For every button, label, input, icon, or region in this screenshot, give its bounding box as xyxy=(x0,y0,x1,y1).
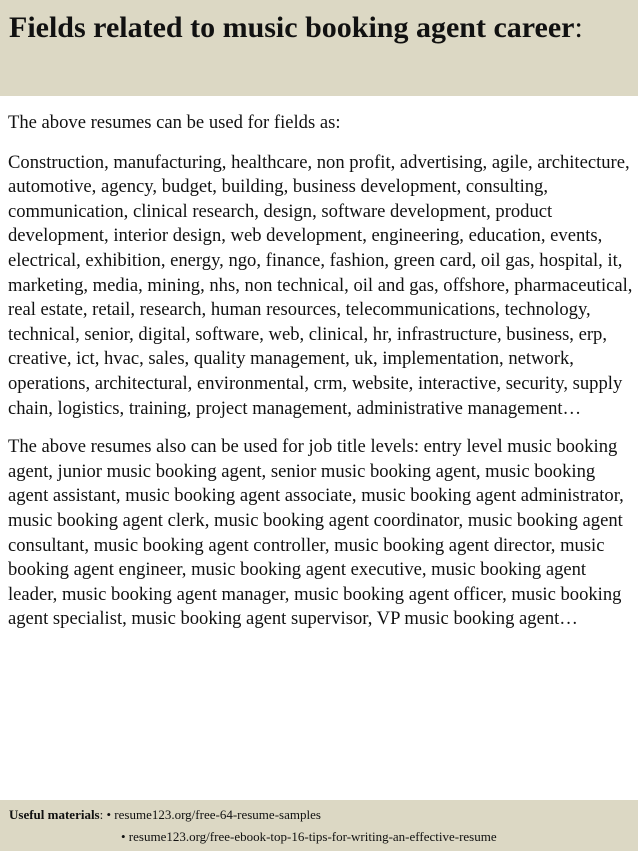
page-title xyxy=(9,9,629,47)
resource-link-samples[interactable]: • resume123.org/free-64-resume-samples xyxy=(106,807,321,822)
fields-list: Construction, manufacturing, healthcare, non profit, advertising, agile, architecture, automotive, agency, budget, building, business development, consulting, communication, clinical research, design, software development, product development, interior design, web development, engineering, education, events, electrical, exhibition, energy, ngo, finance, fashion, green card, oil gas, hospital, it, marketing, media, mining, nhs, non technical, oil and gas, offshore, pharmaceutical, real estate, retail, research, human resources, telecommunications, technology, technical, senior, digital, software, web, clinical, hr, infrastructure, business, erp, creative, ict, hvac, sales, quality management, uk, implementation, network, operations, architectural, environmental, crm, website, interactive, security, supply chain, logistics, training, project management, administrative management… xyxy=(8,151,633,419)
page-title-text: Fields related to music booking agent career xyxy=(9,11,575,44)
useful-materials-colon: : xyxy=(99,807,107,822)
intro-text: The above resumes can be used for fields as: xyxy=(8,112,341,133)
useful-materials-label: Useful materials xyxy=(9,807,100,822)
content-body xyxy=(8,111,634,632)
page-title-colon: : xyxy=(574,11,583,44)
resource-link-ebook[interactable]: • resume123.org/free-ebook-top-16-tips-for-writing-an-effective-resume xyxy=(121,829,497,844)
useful-materials xyxy=(9,807,321,823)
job-levels-list: The above resumes also can be used for job title levels: entry level music booking agent, junior music booking agent, senior music booking agent, music booking agent assistant, music booking agent associate, music booking agent administrator, music booking agent clerk, music booking agent coordinator, music booking agent consultant, music booking agent controller, music booking agent director, music booking agent engineer, music booking agent executive, music booking agent leader, music booking agent manager, music booking agent officer, music booking agent specialist, music booking agent supervisor, VP music booking agent… xyxy=(8,436,624,630)
